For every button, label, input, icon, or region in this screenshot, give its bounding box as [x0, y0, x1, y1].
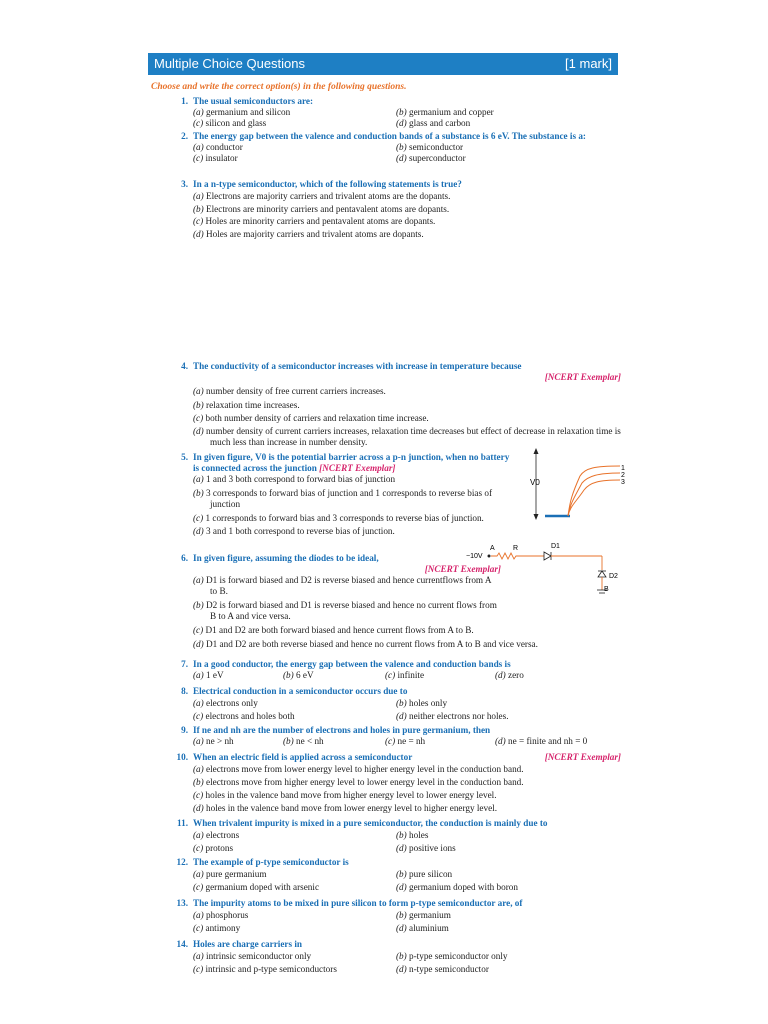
- option-b: (b) 6 eV: [283, 670, 314, 680]
- option-d: (d) number density of current carriers increases, relaxation time decreases but effect of decrease in relaxation time is much less than increase in number density.: [193, 425, 621, 447]
- option-c: (c) silicon and glass: [193, 118, 267, 128]
- curve-label-2: 2: [621, 472, 625, 479]
- option-c: (c) antimony: [193, 923, 241, 933]
- option-a: (a) electrons: [193, 830, 240, 840]
- question-text: In a n-type semiconductor, which of the following statements is true?: [193, 179, 462, 189]
- question-2: 2. The energy gap between the valence and conduction bands of a substance is 6 eV. The substance is a: (a) conductor (b) semiconductor (c) insulator (d) superconductor: [166, 131, 621, 164]
- marks-label: [1 mark]: [565, 56, 612, 71]
- question-text: If ne and nh are the number of electrons and holes in pure germanium, then: [193, 725, 491, 735]
- option-b: (b) germanium: [396, 910, 451, 920]
- option-d: (d) germanium doped with boron: [396, 881, 518, 892]
- option-c: (c) Holes are minority carriers and pentavalent atoms are dopants.: [193, 216, 436, 226]
- option-b: (b) semiconductor: [396, 142, 464, 152]
- ncert-exemplar-tag: [NCERT Exemplar]: [319, 463, 396, 473]
- option-c: (c) holes in the valence band move from higher energy level to lower energy level.: [193, 790, 497, 800]
- option-d: (d) superconductor: [396, 153, 466, 163]
- question-7: 7. In a good conductor, the energy gap between the valence and conduction bands is (a) 1 eV (b) 6 eV (c) infinite (d) zero: [166, 659, 621, 681]
- option-b: (b) 3 corresponds to forward bias of junction and 1 corresponds to reverse bias of junction: [193, 487, 493, 509]
- option-d: (d) 3 and 1 both correspond to reverse bias of junction.: [193, 526, 395, 536]
- diode-circuit-figure: [464, 540, 624, 608]
- node-a: [488, 555, 491, 558]
- option-c: (c) infinite: [385, 670, 425, 680]
- question-text: In a good conductor, the energy gap between the valence and conduction bands is: [193, 659, 511, 669]
- option-b: (b) holes: [396, 830, 429, 840]
- option-d: (d) ne = finite and nh = 0: [495, 736, 588, 746]
- option-b: (b) D2 is forward biased and D1 is reverse biased and hence no current flows from B to A and vice versa.: [193, 600, 497, 621]
- option-c: (c) insulator: [193, 153, 238, 163]
- instruction-text: Choose and write the correct option(s) in the following questions.: [151, 82, 407, 92]
- potential-barrier-figure: [520, 446, 630, 526]
- option-c: (c) 1 corresponds to forward bias and 3 corresponds to reverse bias of junction.: [193, 512, 484, 523]
- question-5: 5. In given figure, V0 is the potential barrier across a p-n junction, when no battery is connected across the junction [NCERT Exemplar] (a) 1 and 3 both correspond to forward bias of junction (b) 3 corresponds to forward bias of junction and 1 corresponds to reverse bias of junction (c) 1 corresponds to forward bias and 3 corresponds to reverse bias of junction. (d) 3 and 1 both correspond to reverse bias of junction.: [181, 452, 510, 536]
- option-a: (a) germanium and silicon: [193, 107, 291, 117]
- option-d: (d) holes in the valence band move from lower energy level to higher energy level.: [193, 803, 498, 813]
- option-b: (b) p-type semiconductor only: [396, 951, 508, 961]
- option-d: (d) n-type semiconductor: [396, 964, 489, 974]
- option-b: (b) ne < nh: [283, 736, 324, 746]
- diode-d1: [544, 552, 551, 560]
- option-c: (c) ne = nh: [385, 736, 426, 746]
- option-a: (a) Electrons are majority carriers and trivalent atoms are the dopants.: [193, 191, 451, 201]
- question-text: The energy gap between the valence and conduction bands of a substance is 6 eV. The substance is a:: [193, 131, 586, 141]
- option-d: (d) D1 and D2 are both reverse biased and hence no current flows from A to B and vice versa.: [193, 639, 538, 649]
- option-b: (b) germanium and copper: [396, 107, 494, 117]
- arrow-head-down: [534, 514, 539, 520]
- section-banner: [148, 53, 618, 75]
- ncert-exemplar-tag: [NCERT Exemplar]: [544, 752, 621, 762]
- question-1: 1. The usual semiconductors are: (a) germanium and silicon (b) germanium and copper (c) silicon and glass (d) glass and carbon: [166, 96, 621, 129]
- option-a: (a) conductor: [193, 142, 243, 152]
- option-d: (d) aluminium: [396, 923, 449, 933]
- question-6: 6. In given figure, assuming the diodes to be ideal, [NCERT Exemplar] (a) D1 is forward biased and D2 is reverse biased and hence currentflows from A to B. (b) D2 is forward biased and D1 is reverse biased and hence no current flows from B to A and vice versa. (c) D1 and D2 are both forward biased and hence current flows from A to B. (d) D1 and D2 are both reverse biased and hence no current flows from A to B and vice versa.: [166, 553, 621, 650]
- option-d: (d) glass and carbon: [396, 118, 471, 128]
- question-8: 8. Electrical conduction in a semiconductor occurs due to (a) electrons only (b) holes only (c) electrons and holes both (d) neither electrons nor holes.: [166, 686, 621, 722]
- option-c: (c) protons: [193, 843, 234, 853]
- question-text: The example of p-type semiconductor is: [193, 857, 349, 867]
- options: [193, 670, 621, 681]
- question-text: In given figure, assuming the diodes to be ideal,: [193, 553, 379, 563]
- curve-2: [568, 473, 620, 516]
- option-a: (a) electrons move from lower energy level to higher energy level in the conduction band.: [193, 764, 524, 774]
- options: [193, 190, 621, 240]
- options: [193, 474, 511, 538]
- question-text: When an electric field is applied across a semiconductor: [193, 752, 413, 762]
- options: [193, 142, 621, 164]
- options: [193, 868, 621, 893]
- curve-label-1: 1: [621, 465, 625, 472]
- question-text: Electrical conduction in a semiconductor occurs due to: [193, 686, 408, 696]
- question-14: 14. Holes are charge carriers in (a) intrinsic semiconductor only (b) p-type semiconductor only (c) intrinsic and p-type semiconductors (d) n-type semiconductor: [166, 939, 621, 976]
- option-c: (c) both number density of carriers and relaxation time increase.: [193, 413, 429, 423]
- question-text: When trivalent impurity is mixed in a pure semiconductor, the conduction is mainly due to: [193, 818, 548, 828]
- option-d: (d) neither electrons nor holes.: [396, 710, 509, 721]
- option-a: (a) number density of free current carriers increases.: [193, 386, 386, 396]
- resistor-r: [491, 553, 544, 559]
- question-text: The impurity atoms to be mixed in pure silicon to form p-type semiconductor are, of: [193, 898, 523, 908]
- source-label: −10V: [466, 553, 483, 560]
- option-b: (b) Electrons are minority carriers and pentavalent atoms are dopants.: [193, 203, 450, 214]
- question-12: 12. The example of p-type semiconductor is (a) pure germanium (b) pure silicon (c) germanium doped with arsenic (d) germanium doped with boron: [166, 857, 621, 893]
- label-d2: D2: [609, 573, 618, 580]
- options: [193, 385, 621, 448]
- option-a: (a) intrinsic semiconductor only: [193, 951, 312, 961]
- option-c: (c) germanium doped with arsenic: [193, 881, 320, 892]
- options: [193, 107, 621, 129]
- question-13: 13. The impurity atoms to be mixed in pure silicon to form p-type semiconductor are, of (a) phosphorus (b) germanium (c) antimony (d) aluminium: [166, 898, 621, 935]
- question-11: 11. When trivalent impurity is mixed in a pure semiconductor, the conduction is mainly due to (a) electrons (b) holes (c) protons (d) positive ions: [166, 818, 621, 855]
- option-b: (b) electrons move from higher energy level to lower energy level in the conduction band.: [193, 777, 524, 787]
- question-4: 4. The conductivity of a semiconductor increases with increase in temperature because [NCERT Exemplar] (a) number density of free current carriers increases. (b) relaxation time increases. (c) both number density of carriers and relaxation time increase. (d) number density of current carriers increases, relaxation time decreases but effect of decrease in relaxation time is much less than increase in number density.: [181, 361, 621, 447]
- question-9: 9. If ne and nh are the number of electrons and holes in pure germanium, then (a) ne > nh (b) ne < nh (c) ne = nh (d) ne = finite and nh = 0: [166, 725, 621, 747]
- options: [193, 697, 621, 722]
- label-r: R: [513, 545, 519, 552]
- ncert-exemplar-tag: [NCERT Exemplar]: [544, 372, 621, 382]
- option-a: (a) D1 is forward biased and D2 is reverse biased and hence currentflows from A to B.: [193, 575, 491, 596]
- options: [193, 950, 621, 976]
- option-b: (b) holes only: [396, 698, 448, 708]
- option-a: (a) electrons only: [193, 698, 258, 708]
- question-3: 3. In a n-type semiconductor, which of the following statements is true? (a) Electrons are majority carriers and trivalent atoms are the dopants. (b) Electrons are minority carriers and pentavalent atoms are dopants. (c) Holes are minority carriers and pentavalent atoms are dopants. (d) Holes are majority carriers and trivalent atoms are dopants.: [166, 179, 621, 240]
- label-d1: D1: [551, 543, 560, 550]
- option-c: (c) D1 and D2 are both forward biased and hence current flows from A to B.: [193, 625, 474, 635]
- option-c: (c) electrons and holes both: [193, 710, 295, 721]
- option-d: (d) Holes are majority carriers and trivalent atoms are dopants.: [193, 228, 424, 239]
- question-text: Holes are charge carriers in: [193, 939, 303, 949]
- question-text: In given figure, V0 is the potential barrier across a p-n junction, when no battery is connected across the junction: [193, 452, 510, 473]
- option-a: (a) ne > nh: [193, 736, 234, 746]
- option-a: (a) 1 and 3 both correspond to forward bias of junction: [193, 474, 396, 484]
- option-b: (b) pure silicon: [396, 869, 453, 879]
- option-b: (b) relaxation time increases.: [193, 399, 300, 410]
- option-d: (d) zero: [495, 670, 524, 680]
- diode-d2: [598, 571, 606, 577]
- arrow-head-up: [534, 448, 539, 454]
- v0-label: V0: [530, 478, 540, 487]
- option-a: (a) phosphorus: [193, 910, 249, 920]
- option-a: (a) pure germanium: [193, 869, 267, 879]
- question-text: The usual semiconductors are:: [193, 96, 314, 106]
- option-a: (a) 1 eV: [193, 670, 224, 680]
- section-title: Multiple Choice Questions: [154, 56, 306, 71]
- label-a: A: [490, 545, 495, 552]
- options: [193, 763, 621, 815]
- question-text: The conductivity of a semiconductor increases with increase in temperature because: [193, 361, 522, 371]
- curve-label-3: 3: [621, 479, 625, 486]
- options: [193, 736, 621, 747]
- option-d: (d) positive ions: [396, 843, 456, 853]
- option-c: (c) intrinsic and p-type semiconductors: [193, 964, 337, 974]
- ncert-exemplar-tag: [NCERT Exemplar]: [424, 564, 501, 574]
- options: [193, 829, 621, 855]
- label-b: B: [604, 586, 609, 593]
- options: [193, 909, 621, 935]
- question-10: 10. When an electric field is applied across a semiconductor [NCERT Exemplar] (a) electrons move from lower energy level to higher energy level in the conduction band. (b) electrons move from higher energy level to lower energy level in the conduction band. (c) holes in the valence band move from higher energy level to lower energy level. (d) holes in the valence band move from lower energy level to higher energy level.: [176, 752, 621, 813]
